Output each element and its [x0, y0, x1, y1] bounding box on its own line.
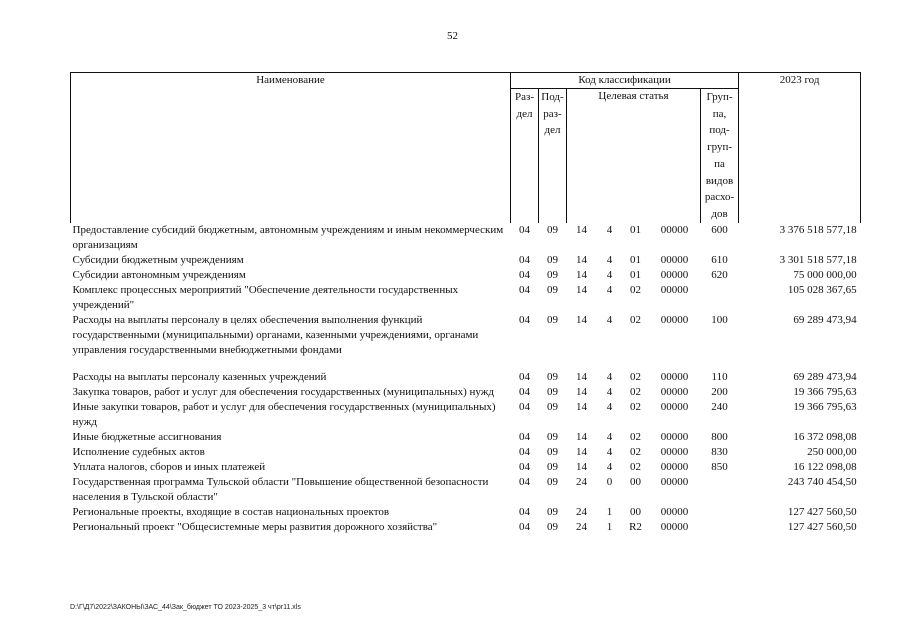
row-expense-group: 240 — [711, 400, 728, 413]
footer-file-path: D:\Г\Д7\2022\ЗАКОНЫ\ЗАС_44\Зак_бюджет ТО 2023-2025_3 чт\pr11.xls — [70, 604, 301, 611]
row-expense-group: 200 — [711, 385, 728, 398]
row-target-subprogram: 4 — [606, 268, 613, 281]
row-razdel: 04 — [519, 445, 530, 458]
row-expense-group: 110 — [711, 370, 728, 383]
row-amount: 3 301 518 577,18 — [779, 253, 857, 266]
header-group-line: видов — [705, 174, 734, 187]
row-target-measure: 00 — [630, 475, 641, 488]
header-group-line: под- — [709, 124, 730, 137]
table-row — [71, 223, 861, 253]
row-target-direction: 00000 — [660, 370, 689, 383]
row-target-direction: 00000 — [660, 430, 689, 443]
row-podrazdel: 09 — [547, 268, 558, 281]
header-group-line: дов — [711, 207, 728, 220]
row-razdel: 04 — [519, 313, 530, 326]
row-razdel: 04 — [519, 283, 530, 296]
row-name: Региональный проект "Общесистемные меры развития дорожного хозяйства" — [72, 520, 438, 533]
row-podrazdel: 09 — [547, 445, 558, 458]
row-target-subprogram: 0 — [606, 475, 613, 488]
table-row — [71, 283, 861, 313]
row-name: Предоставление субсидий бюджетным, автономным учреждениям и иным некоммерческим организациям — [72, 223, 504, 251]
table-row — [71, 505, 861, 520]
header-code-group: Код классификации — [511, 73, 739, 89]
row-amount: 75 000 000,00 — [793, 268, 857, 281]
table-row — [71, 460, 861, 475]
row-amount: 19 366 795,63 — [793, 385, 857, 398]
row-razdel: 04 — [519, 505, 530, 518]
row-podrazdel: 09 — [547, 313, 558, 326]
row-amount: 243 740 454,50 — [787, 475, 857, 488]
row-name: Иные закупки товаров, работ и услуг для обеспечения государственных (муниципальных) нужд — [72, 400, 496, 428]
row-podrazdel: 09 — [547, 460, 558, 473]
row-podrazdel: 09 — [547, 385, 558, 398]
row-target-direction: 00000 — [660, 460, 689, 473]
row-podrazdel: 09 — [547, 430, 558, 443]
row-target-subprogram: 4 — [606, 385, 613, 398]
row-target-program: 24 — [576, 520, 587, 533]
row-target-direction: 00000 — [660, 385, 689, 398]
row-razdel: 04 — [519, 253, 530, 266]
row-razdel: 04 — [519, 460, 530, 473]
header-group-line: па — [714, 157, 725, 170]
table-row — [71, 400, 861, 430]
row-target-measure: 02 — [630, 283, 641, 296]
row-name: Расходы на выплаты персоналу казенных учреждений — [72, 370, 327, 383]
row-razdel: 04 — [519, 223, 530, 236]
row-name: Расходы на выплаты персоналу в целях обеспечения выполнения функций государственными (муниципальными) органами, казенными учреждениями, органами управления государственными внебюджетными фондами — [72, 313, 479, 356]
table-row — [71, 370, 861, 385]
table-row — [71, 253, 861, 268]
table-row — [71, 475, 861, 505]
page-number: 52 — [447, 30, 458, 42]
row-target-direction: 00000 — [660, 475, 689, 488]
row-expense-group: 850 — [711, 460, 728, 473]
table-row — [71, 385, 861, 400]
row-target-direction: 00000 — [660, 223, 689, 236]
row-expense-group — [701, 505, 739, 520]
row-target-subprogram: 4 — [606, 223, 613, 236]
row-amount: 69 289 473,94 — [793, 370, 857, 383]
row-target-direction: 00000 — [660, 445, 689, 458]
row-name: Закупка товаров, работ и услуг для обеспечения государственных (муниципальных) нужд — [72, 385, 494, 398]
row-name: Региональные проекты, входящие в состав национальных проектов — [72, 505, 390, 518]
table-row — [71, 520, 861, 535]
row-target-program: 14 — [576, 313, 587, 326]
row-target-subprogram: 4 — [606, 430, 613, 443]
table-row — [71, 313, 861, 358]
row-target-measure: 02 — [630, 400, 641, 413]
row-target-measure: 02 — [630, 385, 641, 398]
row-target-program: 24 — [576, 475, 587, 488]
row-target-program: 24 — [576, 505, 587, 518]
row-target-program: 14 — [576, 430, 587, 443]
spacer-cell — [71, 358, 861, 370]
row-razdel: 04 — [519, 370, 530, 383]
row-name: Субсидии автономным учреждениям — [72, 268, 246, 281]
row-target-measure: R2 — [629, 520, 642, 533]
table-row — [71, 430, 861, 445]
row-expense-group — [701, 475, 739, 505]
row-target-subprogram: 4 — [606, 445, 613, 458]
row-target-program: 14 — [576, 370, 587, 383]
row-amount: 69 289 473,94 — [793, 313, 857, 326]
row-target-program: 14 — [576, 283, 587, 296]
header-group-line: па, — [712, 107, 727, 120]
header-razdel-line: дел — [516, 107, 533, 120]
row-target-measure: 01 — [630, 268, 641, 281]
row-target-subprogram: 4 — [606, 370, 613, 383]
row-target-measure: 02 — [630, 370, 641, 383]
row-razdel: 04 — [519, 520, 530, 533]
row-name: Комплекс процессных мероприятий "Обеспечение деятельности государственных учреждений" — [72, 283, 459, 311]
header-year: 2023 год — [739, 73, 861, 223]
row-target-direction: 00000 — [660, 505, 689, 518]
header-razdel — [511, 89, 539, 223]
header-group-line: Груп- — [706, 91, 733, 103]
row-target-measure: 02 — [630, 313, 641, 326]
row-expense-group: 830 — [711, 445, 728, 458]
row-target-program: 14 — [576, 400, 587, 413]
row-target-direction: 00000 — [660, 313, 689, 326]
row-razdel: 04 — [519, 385, 530, 398]
row-target-program: 14 — [576, 253, 587, 266]
row-target-program: 14 — [576, 460, 587, 473]
row-target-measure: 00 — [630, 505, 641, 518]
table-row — [71, 268, 861, 283]
row-amount: 127 427 560,50 — [787, 520, 857, 533]
row-target-subprogram: 1 — [606, 520, 613, 533]
row-podrazdel: 09 — [547, 370, 558, 383]
row-name: Иные бюджетные ассигнования — [72, 430, 222, 443]
row-target-measure: 01 — [630, 223, 641, 236]
header-group — [701, 89, 739, 223]
row-razdel: 04 — [519, 400, 530, 413]
row-target-program: 14 — [576, 445, 587, 458]
row-expense-group — [701, 283, 739, 313]
row-razdel: 04 — [519, 268, 530, 281]
header-name: Наименование — [71, 73, 511, 223]
row-target-measure: 02 — [630, 430, 641, 443]
row-name: Уплата налогов, сборов и иных платежей — [72, 460, 266, 473]
header-group-line: расхо- — [704, 191, 735, 204]
header-podrazdel-line: Под- — [541, 91, 564, 103]
row-podrazdel: 09 — [547, 283, 558, 296]
row-name: Исполнение судебных актов — [72, 445, 205, 458]
row-target-subprogram: 4 — [606, 400, 613, 413]
header-podrazdel-line: раз- — [543, 107, 562, 120]
row-target-subprogram: 1 — [606, 505, 613, 518]
row-podrazdel: 09 — [547, 520, 558, 533]
row-expense-group: 600 — [711, 223, 728, 236]
row-amount: 16 372 098,08 — [793, 430, 857, 443]
row-amount: 127 427 560,50 — [787, 505, 857, 518]
row-razdel: 04 — [519, 430, 530, 443]
row-expense-group: 800 — [711, 430, 728, 443]
row-target-direction: 00000 — [660, 520, 689, 533]
row-target-subprogram: 4 — [606, 253, 613, 266]
row-target-direction: 00000 — [660, 253, 689, 266]
header-razdel-line: Раз- — [514, 91, 534, 103]
row-target-subprogram: 4 — [606, 313, 613, 326]
row-target-subprogram: 4 — [606, 283, 613, 296]
spacer-row — [71, 358, 861, 370]
row-name: Субсидии бюджетным учреждениям — [72, 253, 244, 266]
table-body — [71, 223, 861, 535]
row-name: Государственная программа Тульской области "Повышение общественной безопасности населения в Тульской области" — [72, 475, 489, 503]
budget-table — [70, 72, 861, 535]
row-expense-group: 620 — [711, 268, 728, 281]
row-target-measure: 02 — [630, 445, 641, 458]
row-target-measure: 02 — [630, 460, 641, 473]
row-amount: 105 028 367,65 — [787, 283, 857, 296]
row-expense-group: 100 — [711, 313, 728, 326]
header-podrazdel — [539, 89, 567, 223]
row-podrazdel: 09 — [547, 223, 558, 236]
row-target-program: 14 — [576, 268, 587, 281]
row-amount: 3 376 518 577,18 — [779, 223, 857, 236]
row-target-program: 14 — [576, 385, 587, 398]
row-target-subprogram: 4 — [606, 460, 613, 473]
row-amount: 19 366 795,63 — [793, 400, 857, 413]
row-target-direction: 00000 — [660, 268, 689, 281]
row-target-direction: 00000 — [660, 283, 689, 296]
header-group-line: груп- — [707, 141, 732, 154]
header-podrazdel-line: дел — [544, 124, 561, 137]
row-podrazdel: 09 — [547, 505, 558, 518]
row-podrazdel: 09 — [547, 475, 558, 488]
row-podrazdel: 09 — [547, 253, 558, 266]
row-target-program: 14 — [576, 223, 587, 236]
row-podrazdel: 09 — [547, 400, 558, 413]
table-row — [71, 445, 861, 460]
row-expense-group: 610 — [711, 253, 728, 266]
row-amount: 16 122 098,08 — [793, 460, 857, 473]
row-razdel: 04 — [519, 475, 530, 488]
row-expense-group — [701, 520, 739, 535]
row-target-measure: 01 — [630, 253, 641, 266]
header-target: Целевая статья — [567, 89, 701, 223]
row-target-direction: 00000 — [660, 400, 689, 413]
row-amount: 250 000,00 — [807, 445, 857, 458]
